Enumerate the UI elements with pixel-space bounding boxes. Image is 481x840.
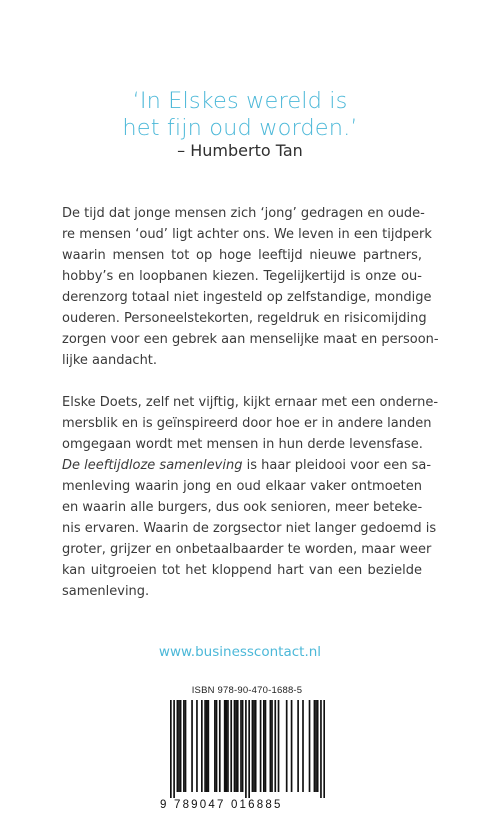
text-line: hobby’s en loopbanen kiezen. Tegelijkertijd is onze ou-: [62, 269, 422, 284]
text-line: groter, grijzer en onbetaalbaarder te worden, maar weer: [62, 542, 432, 557]
barcode-bar: [225, 700, 227, 792]
blurb-paragraph-1: [62, 203, 439, 371]
back-cover-quote: [60, 88, 420, 142]
barcode-bar: [317, 700, 319, 792]
publisher-website-link[interactable]: www.businesscontact.nl: [158, 644, 322, 660]
text-line: omgegaan wordt met mensen in hun derde levensfase.: [62, 437, 423, 452]
barcode-bar: [320, 700, 322, 798]
barcode-bar: [255, 700, 257, 792]
text-line: Elske Doets, zelf net vijftig, kijkt ernaar met een onderne-: [62, 395, 439, 410]
quote-line-1: ‘In Elskes wereld is: [132, 88, 348, 114]
barcode-bar: [183, 700, 185, 792]
text-line: waarin mensen tot op hoge leeftijd nieuwe partners,: [62, 248, 422, 263]
text-line: mersblik en is geïnspireerd door hoe er in andere landen: [62, 416, 432, 431]
barcode-bar: [170, 700, 172, 798]
barcode-bar: [248, 700, 250, 798]
text-line: zorgen voor een gebrek aan menselijke maat en persoon-: [62, 332, 439, 347]
barcode-digits: 9 789047 016885: [160, 799, 283, 811]
barcode-bar: [214, 700, 216, 792]
barcode-bar: [235, 700, 237, 792]
blurb-paragraph-2: [62, 392, 439, 602]
text-line: De tijd dat jonge mensen zich ‘jong’ gedragen en oude-: [62, 206, 425, 221]
barcode-bar: [286, 700, 288, 792]
text-fragment: is haar pleidooi voor een sa-: [242, 458, 432, 473]
barcode-bar: [314, 700, 316, 792]
barcode-bar: [263, 700, 265, 792]
barcode-bar: [173, 700, 175, 798]
barcode-bar: [177, 700, 179, 792]
barcode-bar: [270, 700, 272, 792]
barcode-bar: [204, 700, 206, 792]
barcode-bar: [178, 700, 180, 792]
barcode-bar: [297, 700, 299, 792]
barcode-bar: [291, 700, 293, 792]
book-title: De leeftijdloze samenleving: [62, 458, 243, 473]
barcode-bar: [253, 700, 255, 792]
text-line: re mensen ‘oud’ ligt achter ons. We leven in een tijdperk: [62, 227, 432, 242]
barcode-image: [170, 700, 325, 798]
barcode-bar: [274, 700, 276, 792]
quote-author: – Humberto Tan: [177, 141, 303, 160]
barcode-bar: [242, 700, 244, 792]
text-line: menleving waarin jong en oud elkaar vaker ontmoeten: [62, 479, 422, 494]
barcode-bar: [252, 700, 254, 792]
barcode-bar: [201, 700, 203, 792]
barcode-bar: [315, 700, 317, 792]
barcode-bar: [206, 700, 208, 792]
barcode-bar: [185, 700, 187, 792]
text-line: en waarin alle burgers, dus ook senioren, meer beteke-: [62, 500, 423, 515]
barcode-bar: [224, 700, 226, 792]
barcode-bar: [208, 700, 210, 792]
text-line: [62, 455, 432, 476]
text-line: samenleving.: [62, 584, 150, 599]
quote-line-2: het fijn oud worden.’: [122, 115, 358, 141]
barcode-bar: [271, 700, 273, 792]
barcode-bar: [309, 700, 311, 792]
text-line: lijke aandacht.: [62, 353, 158, 368]
text-line: nis ervaren. Waarin de zorgsector niet langer gedoemd is: [62, 521, 437, 536]
barcode-bar: [219, 700, 221, 792]
text-line: derenzorg totaal niet ingesteld op zelfstandige, mondige: [62, 290, 432, 305]
isbn-label: ISBN 978-90-470-1688-5: [191, 685, 303, 696]
barcode-bar: [302, 700, 304, 792]
barcode-bar: [227, 700, 229, 792]
barcode-bar: [265, 700, 267, 792]
barcode-bar: [191, 700, 193, 792]
barcode-bar: [260, 700, 262, 792]
barcode-bar: [323, 700, 325, 798]
barcode-bar: [180, 700, 182, 792]
barcode-bar: [196, 700, 198, 792]
barcode-bar: [216, 700, 218, 792]
barcode-bar: [234, 700, 236, 792]
text-line: ouderen. Personeelstekorten, regeldruk en risicomijding: [62, 311, 427, 326]
barcode-bar: [240, 700, 242, 792]
text-line: kan uitgroeien tot het kloppend hart van een bezielde: [62, 563, 422, 578]
barcode-bar: [245, 700, 247, 798]
barcode-bar: [230, 700, 232, 792]
barcode-bar: [278, 700, 280, 792]
barcode-bar: [237, 700, 239, 792]
